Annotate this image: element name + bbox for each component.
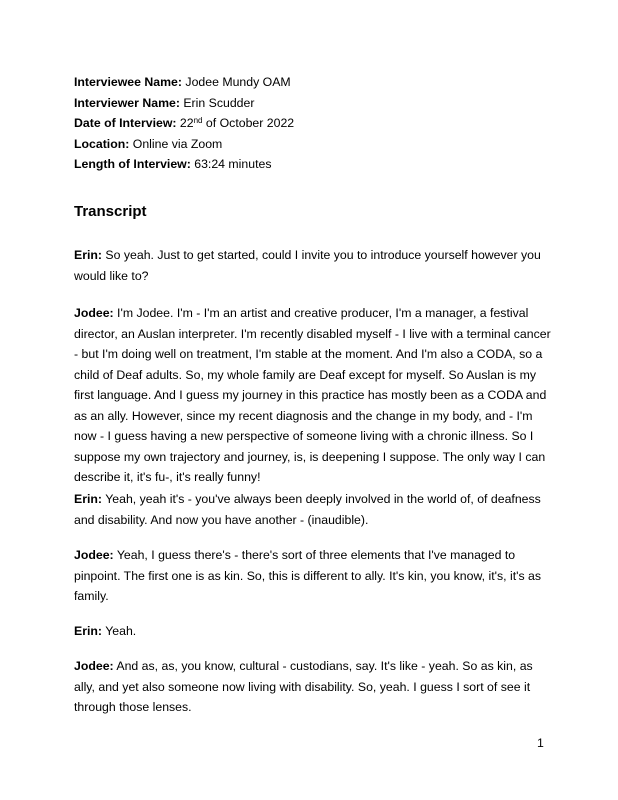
speaker-label: Erin: [74, 624, 103, 638]
paragraph-line: now - I guess having a new perspective of someone living with a chronic illness. So I [74, 429, 534, 443]
speech-text: So yeah. Just to get started, could I invite you to introduce yourself however you [102, 248, 541, 262]
transcript-paragraph [74, 545, 548, 607]
speech-text: Yeah, yeah it's - you've always been deeply involved in the world of, of deafness [102, 492, 541, 506]
speaker-label: Erin: [74, 492, 103, 506]
speaker-label: Erin: [74, 248, 103, 262]
interviewer-line [74, 93, 544, 114]
speaker-label: Jodee: [74, 306, 114, 320]
transcript-paragraph [74, 621, 548, 642]
interviewee-label: Interviewee Name: [74, 75, 182, 89]
location-label: Location: [74, 136, 130, 151]
paragraph-line: director, an Auslan interpreter. I'm recently disabled myself - I live with a terminal cancer [74, 326, 551, 341]
paragraph-line [74, 489, 548, 510]
date-line [74, 113, 544, 134]
speech-text: And as, as, you know, cultural - custodians, say. It's like - yeah. So as kin, as [113, 659, 533, 673]
length-label: Length of Interview: [74, 157, 191, 171]
paragraph-line: first language. And I guess my journey in this practice has mostly been as a CODA and [74, 388, 547, 402]
speech-text: I'm Jodee. I'm - I'm an artist and creative producer, I'm a manager, a festival [113, 306, 529, 320]
interviewee-value: Jodee Mundy OAM [182, 75, 291, 89]
paragraph-line: child of Deaf adults. So, my whole family are Deaf except for myself. So Auslan is my [74, 367, 537, 382]
page-number: 1 [537, 736, 544, 750]
interviewer-label: Interviewer Name: [74, 95, 180, 110]
transcript-paragraph [74, 245, 548, 286]
interviewer-value: Erin Scudder [179, 95, 255, 110]
interview-metadata [74, 72, 544, 175]
paragraph-line [74, 245, 548, 266]
paragraph-line: and disability. And now you have another - (inaudible). [74, 512, 369, 527]
length-line [74, 154, 544, 175]
paragraph-line [74, 621, 548, 642]
date-suffix: nd [193, 116, 203, 125]
transcript-paragraph [74, 656, 548, 718]
transcript-heading: Transcript [74, 203, 147, 220]
speaker-label: Jodee: [74, 659, 114, 673]
date-label: Date of Interview: [74, 116, 177, 130]
location-value: Online via Zoom [129, 136, 223, 151]
paragraph-line: as an ally. However, since my recent diagnosis and the change in my body, and - I'm [74, 408, 533, 423]
paragraph-line: - but I'm doing well on treatment, I'm stable at the moment. And I'm also a CODA, so a [74, 347, 543, 361]
paragraph-line: would like to? [74, 268, 149, 283]
speaker-label: Jodee: [74, 548, 114, 562]
paragraph-line: pinpoint. The first one is as kin. So, this is different to ally. It's kin, you know, it's, it's as [74, 568, 542, 583]
date-day: 22 [176, 116, 194, 130]
speech-text: Yeah. [102, 624, 137, 638]
location-line [74, 134, 544, 155]
transcript-paragraph [74, 489, 548, 530]
length-value: 63:24 minutes [190, 157, 272, 171]
paragraph-line: ally, and yet also someone now living with disability. So, yeah. I guess I sort of see it [74, 679, 531, 694]
paragraph-line [74, 656, 548, 677]
paragraph-line [74, 545, 548, 566]
paragraph-line: through those lenses. [74, 700, 192, 714]
paragraph-line [74, 303, 548, 324]
date-rest: of October 2022 [202, 116, 295, 130]
speech-text: Yeah, I guess there's - there's sort of three elements that I've managed to [113, 548, 516, 562]
paragraph-line: suppose my own trajectory and journey, is, is deepening I suppose. The only way I can [74, 449, 546, 464]
transcript-paragraph [74, 303, 551, 488]
paragraph-line: describe it, it's fu-, it's really funny! [74, 470, 261, 484]
interviewee-line [74, 72, 544, 93]
paragraph-line: family. [74, 589, 109, 603]
